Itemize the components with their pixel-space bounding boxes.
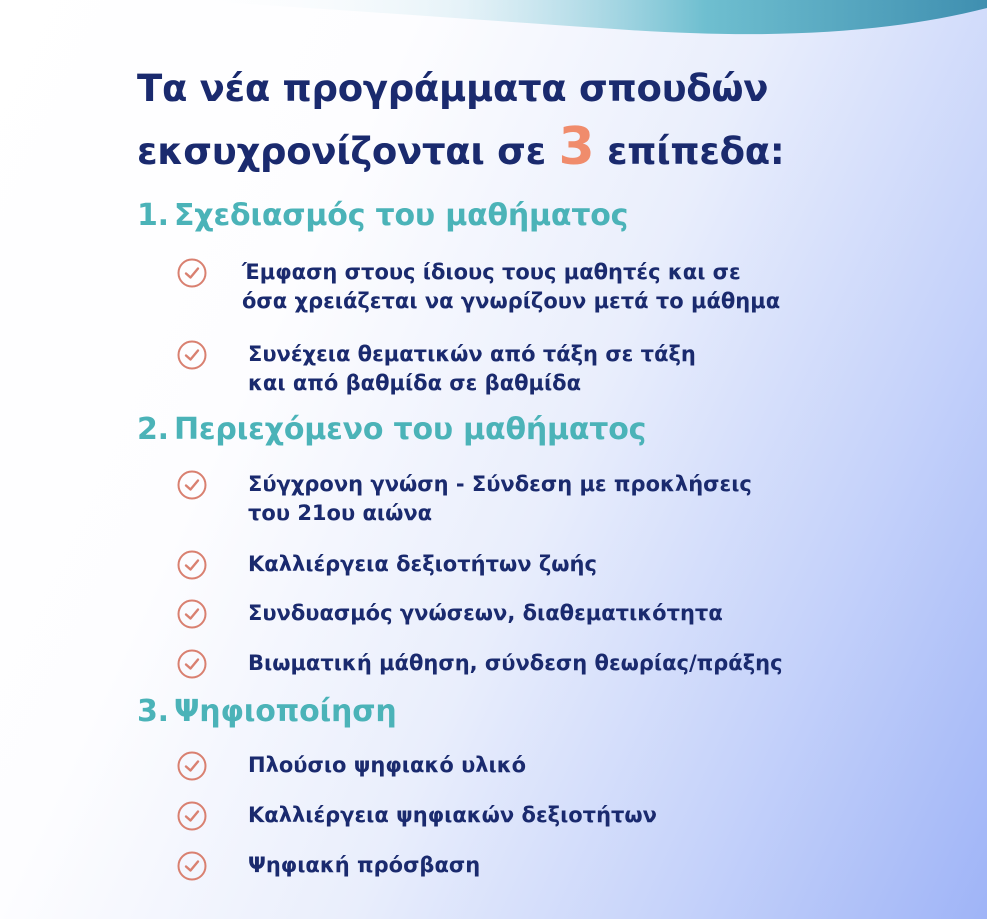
- section-1-number: 1.: [137, 198, 169, 233]
- item-text: Έμφαση στους ίδιους τους μαθητές και σε όσα χρειάζεται να γνωρίζουν μετά το μάθημα: [242, 260, 781, 313]
- list-item: [176, 851, 868, 882]
- check-circle-icon: [176, 648, 208, 680]
- item-text: Καλλιέργεια ψηφιακών δεξιοτήτων: [248, 803, 657, 827]
- list-item: [176, 470, 868, 528]
- section-3-number: 3.: [137, 694, 169, 729]
- list-item: [176, 340, 868, 398]
- list-item: [176, 258, 862, 316]
- section-2-title: [137, 410, 646, 450]
- title-line-2-suffix: επίπεδα:: [606, 130, 785, 173]
- check-circle-icon: [176, 257, 208, 289]
- item-text: Συνέχεια θεματικών από τάξη σε τάξη και από βαθμίδα σε βαθμίδα: [248, 342, 696, 395]
- page-title: [137, 60, 784, 181]
- section-1-label: Σχεδιασμός του μαθήματος: [174, 198, 629, 233]
- section-2-number: 2.: [137, 412, 169, 447]
- list-item: [176, 801, 868, 832]
- title-line-2-prefix: εκσυχρονίζονται σε: [137, 130, 546, 173]
- title-line-1: Τα νέα προγράμματα σπουδών: [137, 67, 769, 110]
- section-3-label: Ψηφιοποίηση: [174, 694, 397, 729]
- check-circle-icon: [176, 598, 208, 630]
- section-1-title: [137, 196, 628, 236]
- check-circle-icon: [176, 750, 208, 782]
- check-circle-icon: [176, 469, 208, 501]
- item-text: Ψηφιακή πρόσβαση: [248, 853, 481, 877]
- item-text: Καλλιέργεια δεξιοτήτων ζωής: [248, 552, 597, 576]
- section-3-title: [137, 692, 397, 732]
- list-item: [176, 550, 868, 581]
- list-item: [176, 751, 868, 782]
- list-item: [176, 599, 868, 630]
- section-2-label: Περιεχόμενο του μαθήματος: [174, 412, 647, 447]
- item-text: Σύγχρονη γνώση - Σύνδεση με προκλήσεις του 21ου αιώνα: [248, 472, 752, 525]
- check-circle-icon: [176, 800, 208, 832]
- item-text: Πλούσιο ψηφιακό υλικό: [248, 753, 527, 777]
- item-text: Βιωματική μάθηση, σύνδεση θεωρίας/πράξης: [248, 651, 783, 675]
- list-item: [176, 649, 868, 680]
- check-circle-icon: [176, 339, 208, 371]
- check-circle-icon: [176, 549, 208, 581]
- item-text: Συνδυασμός γνώσεων, διαθεματικότητα: [248, 601, 723, 625]
- title-number: 3: [558, 117, 595, 177]
- check-circle-icon: [176, 850, 208, 882]
